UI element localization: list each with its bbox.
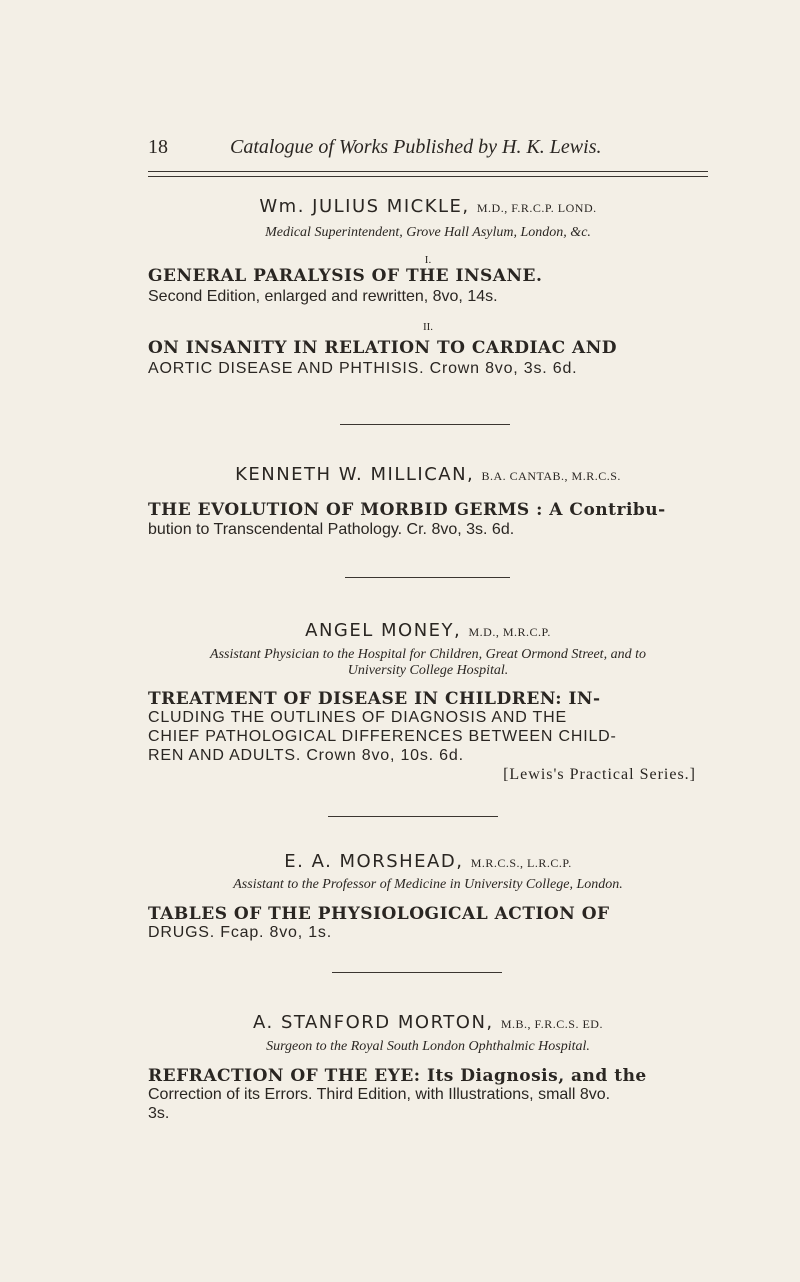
- page-header: [148, 136, 708, 166]
- work-title: ON INSANITY IN RELATION TO CARDIAC AND: [148, 338, 618, 358]
- header-rule: [148, 171, 708, 172]
- author-name: [148, 851, 708, 872]
- author-affiliation-line2: University College Hospital.: [347, 663, 509, 678]
- series-note: [Lewis's Practical Series.]: [503, 766, 696, 783]
- author-affiliation-line1: Assistant Physician to the Hospital for Children, Great Ormond Street, and to: [210, 647, 646, 662]
- work-details-line1: CLUDING THE OUTLINES OF DIAGNOSIS AND THE: [148, 709, 567, 726]
- section-divider: [332, 972, 502, 973]
- work-details-line3: REN AND ADULTS. Crown 8vo, 10s. 6d.: [148, 747, 464, 764]
- work-number: II.: [422, 321, 434, 333]
- author-degrees: M.D., M.R.C.P.: [468, 625, 551, 639]
- author-affiliation: Medical Superintendent, Grove Hall Asylum, London, &c.: [265, 225, 591, 240]
- author-affiliation: Surgeon to the Royal South London Ophthalmic Hospital.: [266, 1039, 590, 1054]
- author-name-text: A. STANFORD MORTON,: [253, 1012, 494, 1033]
- work-details: AORTIC DISEASE AND PHTHISIS. Crown 8vo, 3s. 6d.: [148, 360, 578, 377]
- work-details: Second Edition, enlarged and rewritten, 8vo, 14s.: [148, 288, 498, 305]
- author-name-text: ANGEL MONEY,: [305, 620, 462, 641]
- author-degrees: M.R.C.S., L.R.C.P.: [470, 856, 572, 870]
- work-number: I.: [424, 254, 432, 266]
- author-name: [148, 464, 708, 485]
- page-number: 18: [148, 136, 168, 158]
- author-name: [148, 1012, 708, 1033]
- work-details: DRUGS. Fcap. 8vo, 1s.: [148, 924, 332, 941]
- section-divider: [345, 577, 510, 578]
- header-rule-thin: [148, 176, 708, 177]
- running-title: Catalogue of Works Published by H. K. Lewis.: [230, 136, 602, 158]
- author-name-text: KENNETH W. MILLICAN,: [235, 464, 475, 485]
- author-name: [148, 620, 708, 641]
- work-title: TABLES OF THE PHYSIOLOGICAL ACTION OF: [148, 904, 610, 924]
- work-title: GENERAL PARALYSIS OF THE INSANE.: [148, 266, 543, 286]
- author-affiliation: Assistant to the Professor of Medicine in University College, London.: [233, 877, 623, 892]
- work-title: REFRACTION OF THE EYE: Its Diagnosis, and the: [148, 1066, 647, 1086]
- author-name: [148, 196, 708, 217]
- work-details: bution to Transcendental Pathology. Cr. 8vo, 3s. 6d.: [148, 521, 515, 538]
- author-degrees: M.B., F.R.C.S. ED.: [500, 1017, 603, 1031]
- section-divider: [328, 816, 498, 817]
- work-title: TREATMENT OF DISEASE IN CHILDREN: IN-: [148, 689, 601, 709]
- author-name-text: E. A. MORSHEAD,: [284, 851, 464, 872]
- work-title: THE EVOLUTION OF MORBID GERMS : A Contribu-: [148, 500, 666, 520]
- work-details-line1: Correction of its Errors. Third Edition, with Illustrations, small 8vo.: [148, 1086, 611, 1103]
- work-details-line2: CHIEF PATHOLOGICAL DIFFERENCES BETWEEN CHILD-: [148, 728, 617, 745]
- author-degrees: B.A. CANTAB., M.R.C.S.: [481, 469, 621, 483]
- section-divider: [340, 424, 510, 425]
- author-degrees: M.D., F.R.C.P. LOND.: [476, 201, 597, 215]
- author-name-text: Wm. JULIUS MICKLE,: [259, 196, 470, 217]
- work-details-line2: 3s.: [148, 1105, 170, 1122]
